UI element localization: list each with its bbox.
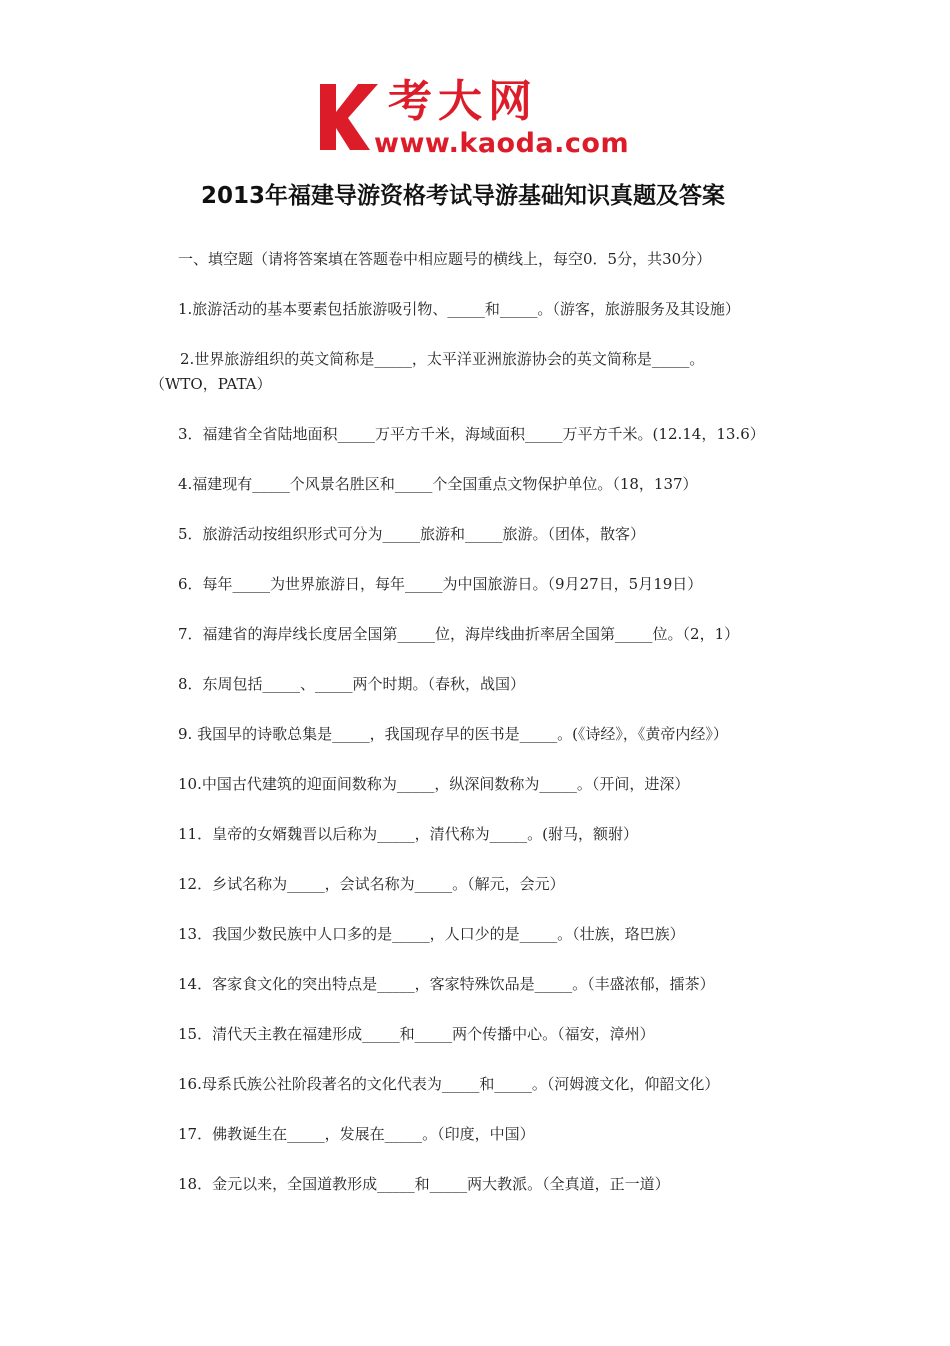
question-1: 1.旅游活动的基本要素包括旅游吸引物、_____和_____。（游客，旅游服务及其设施）	[178, 300, 740, 318]
question-7: 7．福建省的海岸线长度居全国第_____位，海岸线曲折率居全国第_____位。（2，1）	[178, 625, 740, 643]
question-16: 16.母系氏族公社阶段著名的文化代表为_____和_____。（河姆渡文化，仰韶文化）	[178, 1075, 720, 1093]
question-15: 15．清代天主教在福建形成_____和_____两个传播中心。（福安，漳州）	[178, 1025, 655, 1043]
question-14: 14．客家食文化的突出特点是_____，客家特殊饮品是_____。（丰盛浓郁，擂茶）	[178, 975, 715, 993]
section-heading: 一、填空题（请将答案填在答题卷中相应题号的横线上，每空0．5分，共30分）	[178, 250, 712, 268]
question-17: 17．佛教诞生在_____，发展在_____。（印度，中国）	[178, 1125, 535, 1143]
logo-url-text: www.kaoda.com	[374, 128, 630, 159]
question-11: 11．皇帝的女婿魏晋以后称为_____，清代称为_____。(驸马，额驸）	[178, 825, 638, 843]
question-8: 8．东周包括_____、_____两个时期。（春秋，战国）	[178, 675, 526, 693]
kaoda-logo	[318, 78, 638, 160]
question-4: 4.福建现有_____个风景名胜区和_____个全国重点文物保护单位。（18，137）	[178, 475, 698, 493]
question-9: 9. 我国早的诗歌总集是_____，我国现存早的医书是_____。(《诗经》，《黄帝内经》）	[178, 725, 728, 743]
question-6: 6．每年_____为世界旅游日，每年_____为中国旅游日。（9月27日，5月19日）	[178, 575, 703, 593]
question-2-answer: （WTO，PATA）	[150, 375, 272, 393]
logo-k-mark	[318, 82, 382, 152]
question-2: 2.世界旅游组织的英文简称是_____，太平洋亚洲旅游协会的英文简称是_____。	[180, 350, 705, 368]
question-13: 13．我国少数民族中人口多的是_____，人口少的是_____。（壮族，珞巴族）	[178, 925, 685, 943]
question-10: 10.中国古代建筑的迎面间数称为_____，纵深间数称为_____。（开间，进深）	[178, 775, 690, 793]
question-3: 3．福建省全省陆地面积_____万平方千米，海域面积_____万平方千米。(12.14，13.6）	[178, 425, 765, 443]
logo-brand-text: 考大网	[388, 76, 538, 127]
question-5: 5．旅游活动按组织形式可分为_____旅游和_____旅游。（团体，散客）	[178, 525, 646, 543]
page-title: 2013年福建导游资格考试导游基础知识真题及答案	[200, 183, 725, 209]
question-12: 12．乡试名称为_____，会试名称为_____。（解元，会元）	[178, 875, 565, 893]
question-18: 18．金元以来，全国道教形成_____和_____两大教派。（全真道，正一道）	[178, 1175, 670, 1193]
